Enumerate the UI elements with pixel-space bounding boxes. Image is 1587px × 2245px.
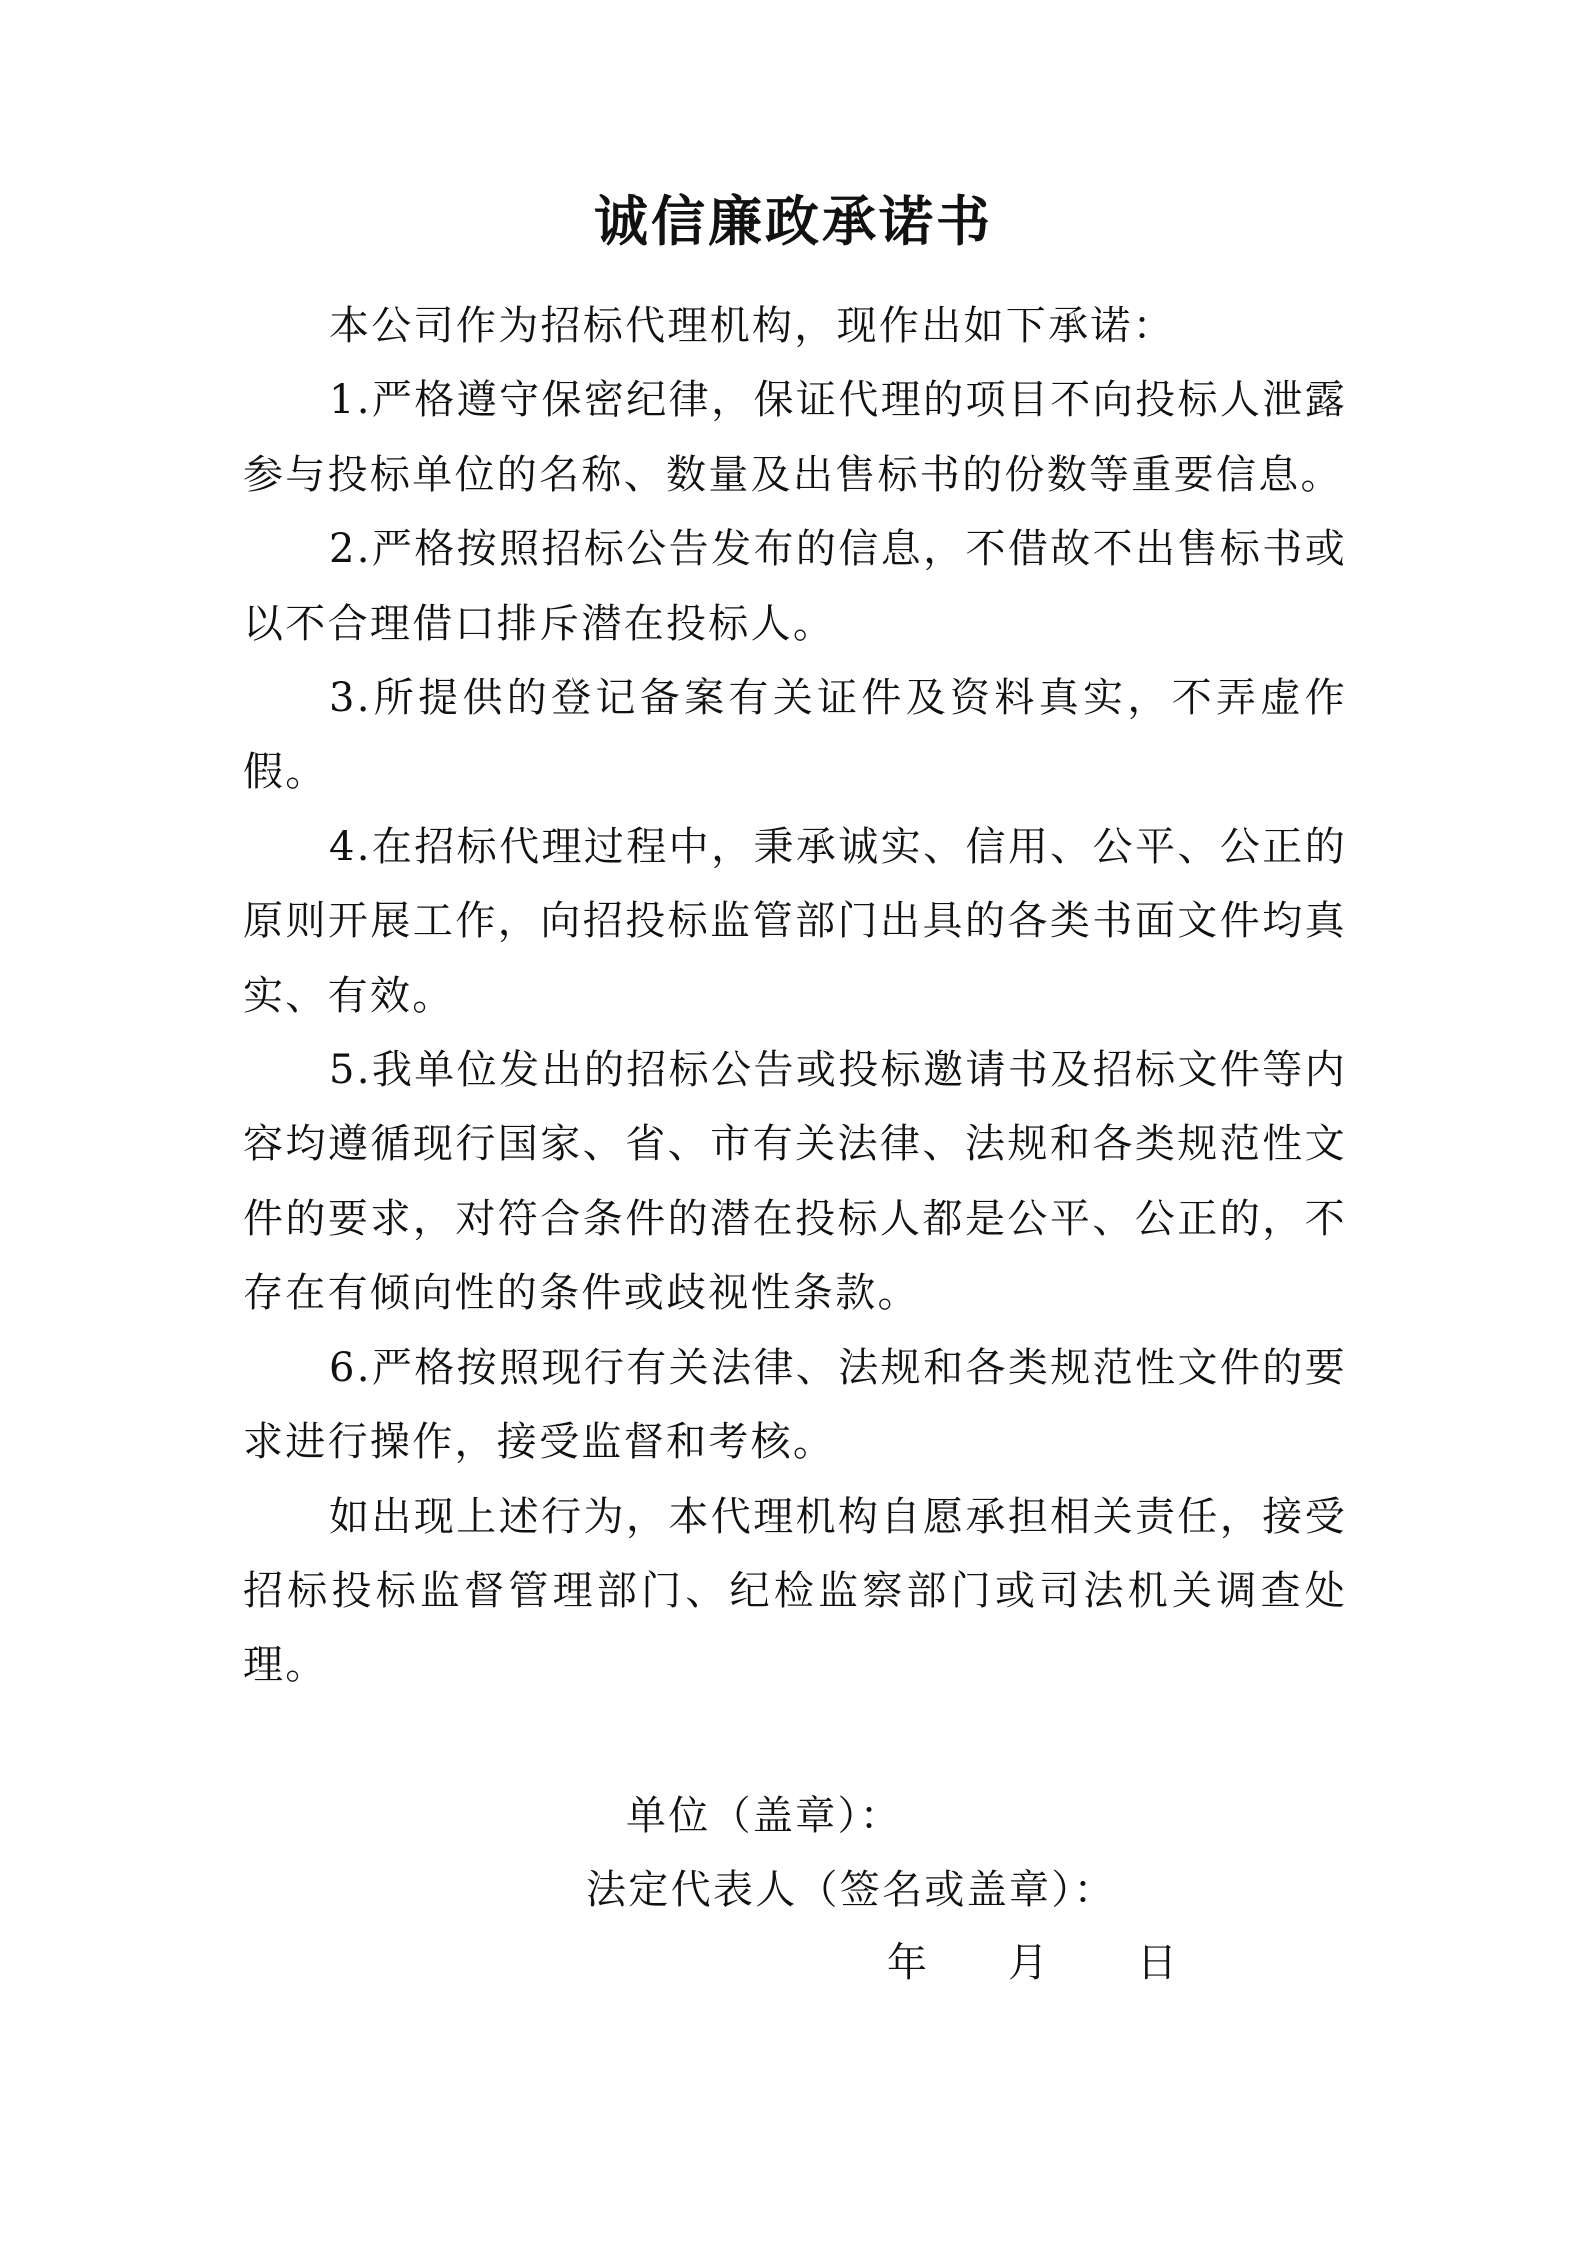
date-year-label: 年 [887,1940,930,1986]
date-month-label: 月 [1008,1940,1051,1986]
signature-unit-label: 单位（盖章）： [626,1793,903,1839]
commitment-item-3: 3.所提供的登记备案有关证件及资料真实，不弄虚作假。 [243,675,1347,796]
signature-representative-label: 法定代表人（签名或盖章）： [586,1867,1116,1913]
commitment-item-6: 6.严格按照现行有关法律、法规和各类规范性文件的要求进行操作，接受监督和考核。 [243,1344,1347,1466]
closing-paragraph: 如出现上述行为，本代理机构自愿承担相关责任，接受招标投标监督管理部门、纪检监察部门或司法机关调查处理。 [243,1493,1347,1689]
commitment-item-5: 5.我单位发出的招标公告或投标邀请书及招标文件等内容均遵循现行国家、省、市有关法律、法规和各类规范性文件的要求，对符合条件的潜在投标人都是公平、公正的，不存在有倾向性的条件或歧视性条款。 [243,1047,1347,1317]
commitment-item-1: 1.严格遵守保密纪律，保证代理的项目不向投标人泄露参与投标单位的名称、数量及出售标书的份数等重要信息。 [243,377,1347,498]
date-day-label: 日 [1137,1940,1180,1986]
document-body [243,289,1347,1703]
commitment-item-2: 2.严格按照招标公告发布的信息，不借故不出售标书或以不合理借口排斥潜在投标人。 [243,526,1347,647]
intro-paragraph: 本公司作为招标代理机构，现作出如下承诺： [329,303,1175,349]
commitment-item-4: 4.在招标代理过程中，秉承诚实、信用、公平、公正的原则开展工作，向招投标监管部门出具的各类书面文件均真实、有效。 [243,823,1347,1019]
document-title: 诚信廉政承诺书 [594,190,993,253]
